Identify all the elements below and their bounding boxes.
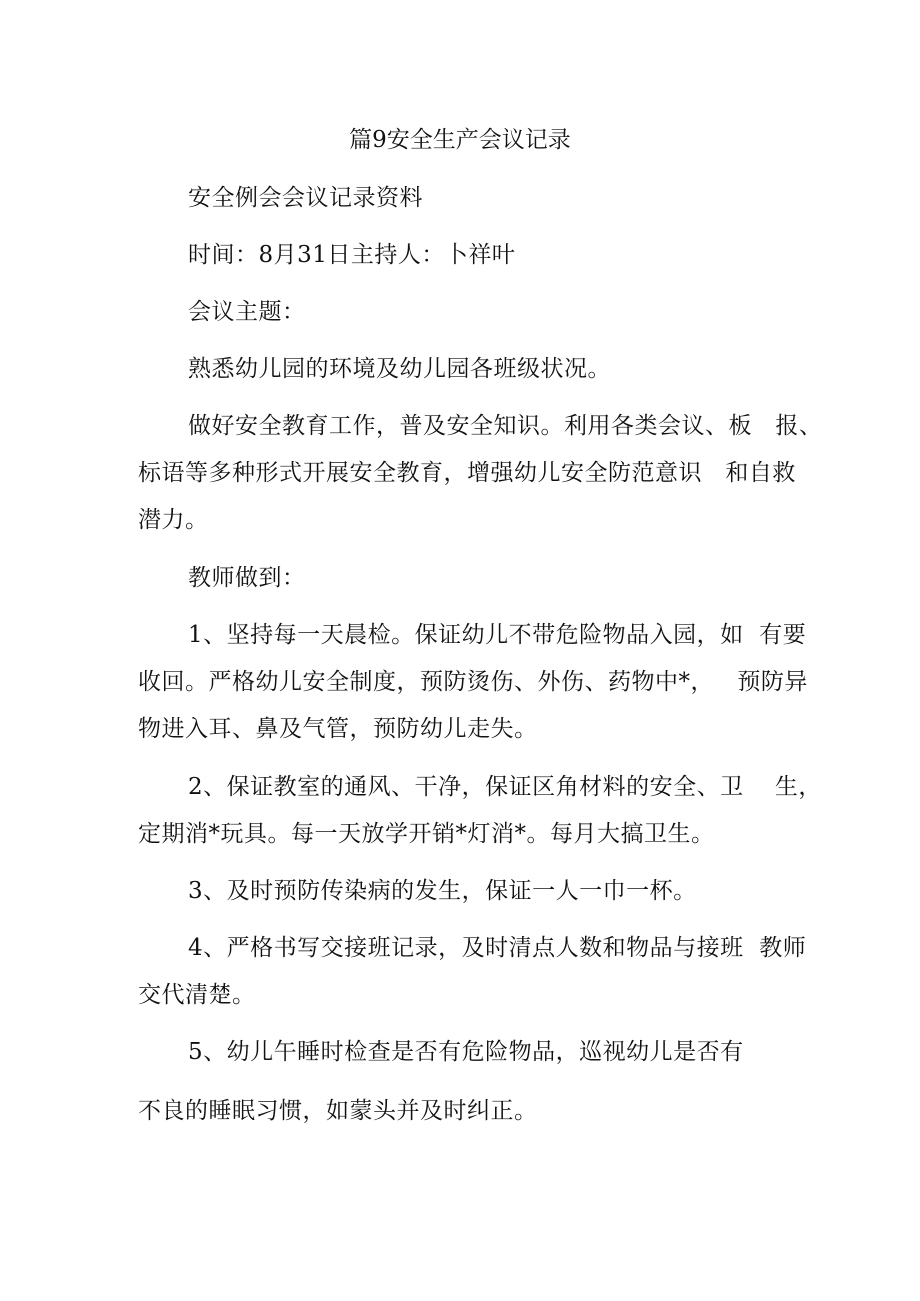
list-item-line: 物进入耳、鼻及气管，预防幼儿走失。	[138, 716, 538, 742]
paragraph-line: 做好安全教育工作，普及安全知识。利用各类会议、板 报、	[188, 413, 823, 439]
document-subtitle: 安全例会会议记录资料	[188, 185, 423, 211]
teachers-label: 教师做到：	[188, 565, 306, 591]
list-item-line: 2、保证教室的通风、干净，保证区角材料的安全、卫 生，	[188, 774, 822, 800]
paragraph-line: 标语等多种形式开展安全教育，增强幼儿安全防范意识 和自救	[138, 460, 796, 486]
meeting-meta: 时间：8月31日主持人：卜祥叶	[188, 242, 516, 268]
list-item-line: 交代清楚。	[138, 982, 256, 1008]
list-item-line: 5、幼儿午睡时检查是否有危险物品，巡视幼儿是否有	[188, 1039, 744, 1065]
topic-text: 熟悉幼儿园的环境及幼儿园各班级状况。	[188, 356, 611, 382]
list-item-line: 定期消*玩具。每一天放学开销*灯消*。每月大搞卫生。	[138, 821, 715, 847]
topic-label: 会议主题：	[188, 299, 306, 325]
list-item-line: 4、严格书写交接班记录，及时清点人数和物品与接班 教师	[188, 935, 807, 961]
paragraph-line: 潜力。	[138, 507, 209, 533]
list-item-line: 1、坚持每一天晨检。保证幼儿不带危险物品入园，如 有要	[188, 622, 807, 648]
list-item-line: 不良的睡眠习惯，如蒙头并及时纠正。	[138, 1098, 538, 1124]
list-item-line: 收回。严格幼儿安全制度，预防烫伤、外伤、药物中*， 预防异	[138, 669, 808, 695]
document-title: 篇9安全生产会议记录	[349, 127, 571, 153]
list-item-3: 3、及时预防传染病的发生，保证一人一巾一杯。	[188, 878, 697, 904]
